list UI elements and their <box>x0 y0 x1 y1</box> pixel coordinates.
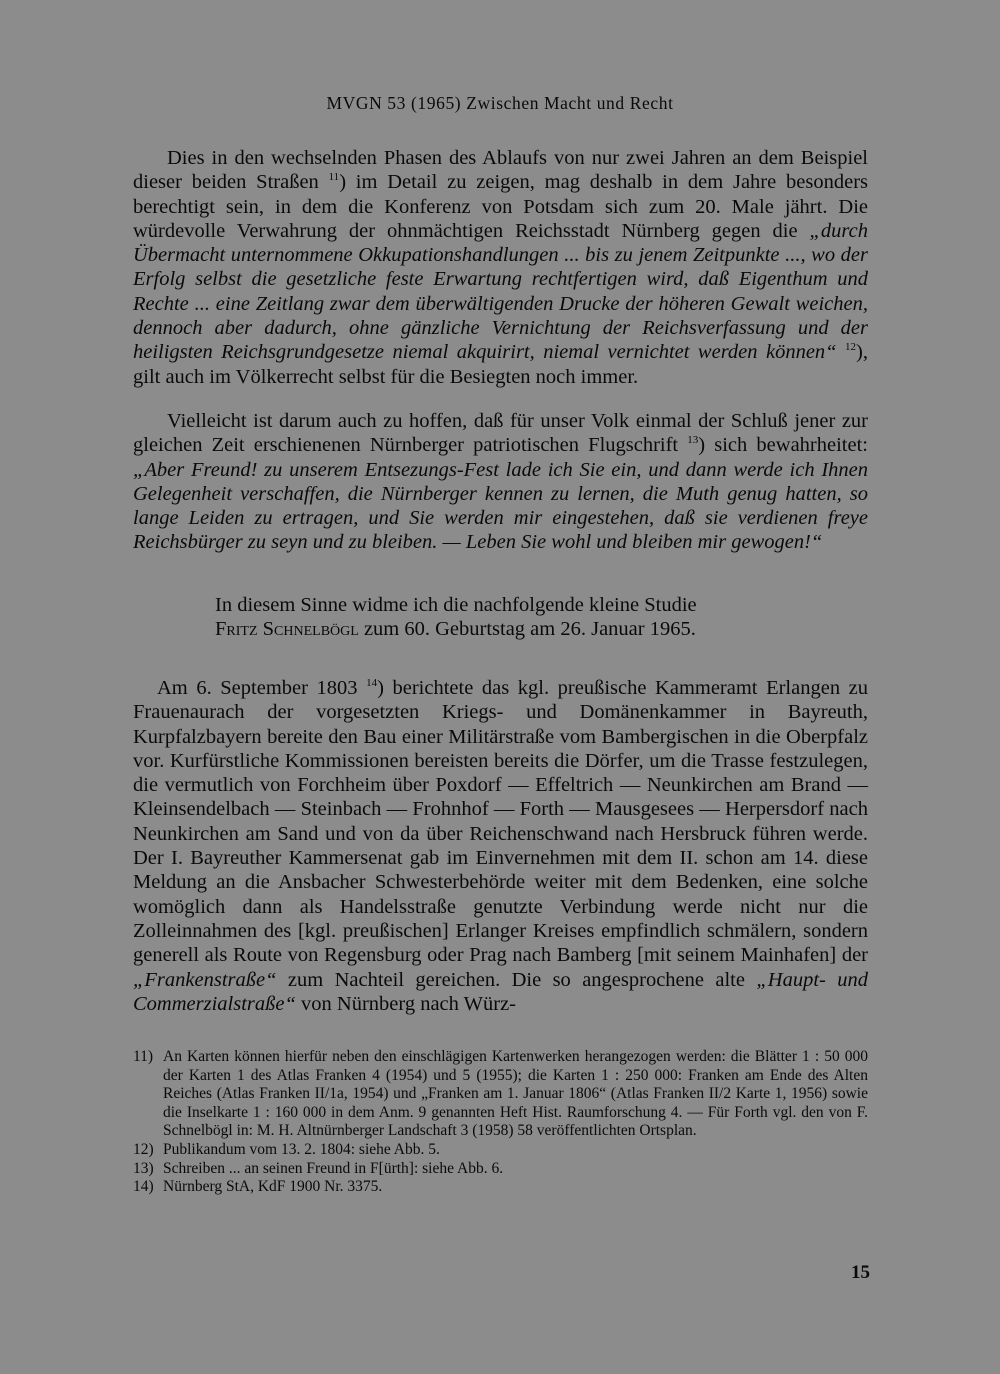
footnotes <box>133 1048 868 1197</box>
italic-quote: „Aber Freund! zu unserem Entsezungs-Fest lade ich Sie ein, und dann werde ich Ihnen Gelegenheit verschaffen, die Nürnberger kennen zu lernen, die Muth genug hatten, so lange Leiden zu ertragen, und Sie werden mir eingestehen, daß sie verdienen freye Reichsbürger zu seyn und zu bleiben. — Leben Sie wohl und bleiben mir gewogen!“ <box>133 458 868 554</box>
footnote-text: An Karten können hierfür neben den einschlägigen Kartenwerken herangezogen werden: die Blätter 1 : 50 000 der Karten 1 des Atlas Franken 4 (1954) und 5 (1955); die Karten 1 : 250 000: Franken am Ende des Alten Reiches (Atlas Franken II/1a, 1954) und „Franken am 1. Januar 1806“ (Atlas Franken II/2 Karte 1, 1956) sowie die Inselkarte 1 : 160 000 in dem Anm. 9 genannten Heft Hist. Raumforschung 4. — Für Forth vgl. den von F. Schnelbögl in: M. H. Altnürnberger Landschaft 3 (1958) 58 veröffentlichten Ortsplan. <box>163 1048 868 1140</box>
paragraph-main <box>133 676 868 1016</box>
footnote-number: 13) <box>133 1159 154 1177</box>
footnote-text: Nürnberg StA, KdF 1900 Nr. 3375. <box>163 1178 383 1196</box>
footnote-number: 11) <box>133 1048 154 1065</box>
footnote <box>133 1178 868 1197</box>
dedication-line-1: In diesem Sinne widme ich die nachfolgende kleine Studie <box>215 594 697 616</box>
dedication-date: zum 60. Geburtstag am 26. Januar 1965. <box>358 618 696 641</box>
dedication-line-2 <box>215 617 875 641</box>
footnote <box>133 1048 868 1141</box>
footnote-ref: 11 <box>328 171 340 184</box>
footnote-text: Schreiben ... an seinen Freund in F[ürth]: siehe Abb. 6. <box>163 1159 504 1177</box>
footnote-number: 12) <box>133 1140 154 1158</box>
footnote-ref: 12 <box>845 341 857 354</box>
footnote <box>133 1141 868 1160</box>
paragraph-hope <box>133 409 868 555</box>
dedication <box>215 593 875 642</box>
footnote-ref: 13 <box>687 434 699 447</box>
page-number: 15 <box>851 1262 870 1283</box>
paragraph-intro <box>133 146 868 389</box>
text-run: Vielleicht ist darum auch zu hoffen, daß für unser Volk einmal der Schluß jener zur gleichen Zeit erschienenen Nürnberger patriotischen Flugschrift <box>133 410 868 457</box>
italic-quote: „Haupt- und Commerzialstraße“ <box>133 968 868 1015</box>
text-run: ), gilt auch im Völkerrecht selbst für die Besiegten noch immer. <box>133 341 868 388</box>
italic-quote: „durch Übermacht unternommene Okkupationshandlungen ... bis zu jenem Zeitpunkte ..., wo der Erfolg selbst die gesetzliche feste Erwartung rechtfertigen wird, daß Eigenthum und Rechte ... eine Zeitlang zwar dem überwältigenden Drucke der höheren Gewalt weichen, dennoch aber dadurch, ohne gänzliche Vernichtung der Reichsverfassung und der heiligsten Reichsgrundgesetze niemal akquirirt, niemal vernichtet werden können“ <box>133 219 868 364</box>
italic-quote: „Frankenstraße“ <box>133 968 277 991</box>
footnote-number: 14) <box>133 1178 154 1196</box>
text-run: Dies in den wechselnden Phasen des Ablaufs von nur zwei Jahren an dem Beispiel dieser beiden Straßen <box>133 147 868 194</box>
text-run: zum Nachteil gereichen. Die so angesprochene alte <box>276 968 757 991</box>
dedication-name: Fritz Schnelbögl <box>215 618 359 641</box>
text-run: Am 6. September 1803 <box>157 677 367 699</box>
footnote-text: Publikandum vom 13. 2. 1804: siehe Abb. 5. <box>163 1140 440 1158</box>
running-header: MVGN 53 (1965) Zwischen Macht und Recht <box>326 93 674 113</box>
footnote-ref: 14 <box>366 677 378 690</box>
text-run: von Nürnberg nach Würz- <box>295 992 517 1015</box>
text-run: ) sich bewahrheitet: <box>698 434 868 457</box>
text-run: ) im Detail zu zeigen, mag deshalb in dem Jahre besonders berechtigt sein, in dem die Konferenz von Potsdam sich zum 20. Male jährt. Die würdevolle Verwahrung der ohnmächtigen Reichsstadt Nürnberg gegen die <box>133 171 868 242</box>
text-run: ) berichtete das kgl. preußische Kammeramt Erlangen zu Frauenaurach der vorgesetzten Kriegs- und Domänenkammer in Bayreuth, Kurpfalzbayern bereite den Bau einer Militärstraße vom Bambergischen in die Oberpfalz vor. Kurfürstliche Kommissionen bereisten bereits die Dörfer, um die Trasse festzulegen, die vermutlich von Forchheim über Poxdorf — Effeltrich — Neunkirchen am Brand — Kleinsendelbach — Steinbach — Frohnhof — Forth — Mausgesees — Herpersdorf nach Neunkirchen am Sand und von da über Reichenschwand nach Hersbruck führen werde. Der I. Bayreuther Kammersenat gab im Einvernehmen mit dem II. schon am 14. diese Meldung an die Ansbacher Schwesterbehörde weiter mit dem Bedenken, eine solche womöglich dann als Handelsstraße genutzte Verbindung werde nicht nur die Zolleinnahmen des [kgl. preußischen] Erlanger Kreises empfindlich schmälern, sondern generell als Route von Regensburg oder Prag nach Bamberg [mit seinem Mainhafen] der <box>133 677 868 967</box>
footnote <box>133 1160 868 1179</box>
